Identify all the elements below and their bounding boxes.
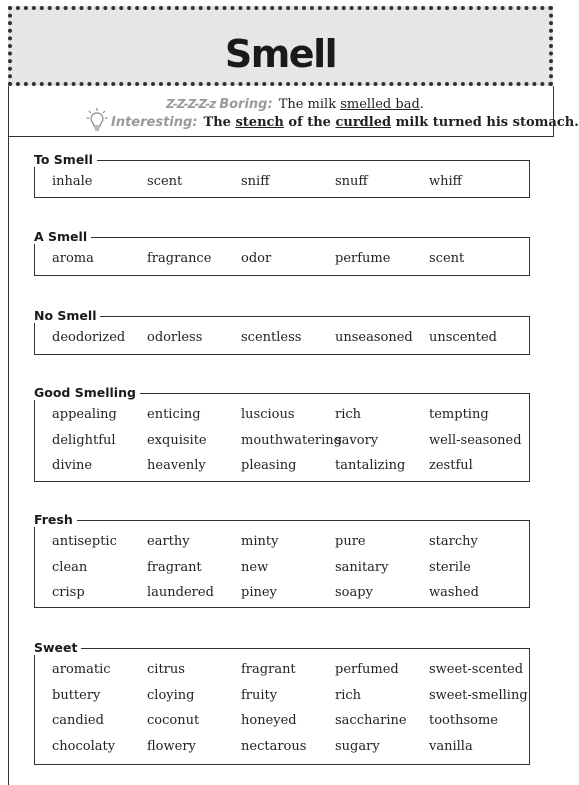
lightbulb-icon [86,107,108,133]
word: washed [429,585,479,600]
section-label-a-smell: A Smell [34,229,91,244]
boring-sentence: The milk smelled bad. [278,97,424,112]
word: sterile [429,559,471,575]
word: crisp [52,585,85,600]
word: vanilla [429,738,473,754]
section-top-rule [90,316,530,317]
title-banner [8,6,553,86]
word: mouthwatering [241,432,342,448]
word: unscented [429,330,498,345]
word: divine [52,458,93,473]
word: scentless [241,330,302,345]
word: heavenly [147,458,206,473]
word: sniff [241,174,270,189]
word: soapy [335,585,373,600]
word: flowery [147,738,196,754]
word: candied [52,713,104,728]
word: aromatic [52,662,111,677]
word: minty [241,534,279,549]
word: inhale [52,174,93,189]
word: saccharine [335,713,407,728]
word: clean [52,559,88,575]
word: antiseptic [52,534,117,549]
word: unseasoned [335,330,413,345]
word: pure [335,534,366,549]
word: luscious [241,407,295,422]
word: zestful [429,458,473,473]
word: coconut [147,713,200,728]
word: starchy [429,534,478,549]
word: snuff [335,174,368,189]
word: well-seasoned [429,432,522,448]
section-top-rule [88,160,530,161]
word: rich [335,687,362,703]
word: citrus [147,662,185,677]
word: scent [147,174,183,189]
word: sweet-scented [429,662,524,677]
word: sweet-smelling [429,687,528,703]
word: fruity [241,687,278,703]
interesting-example [111,115,579,130]
word: enticing [147,407,201,422]
word: nectarous [241,738,307,754]
page-title: Smell [224,32,337,76]
interesting-sentence: The stench of the curdled milk turned his stomach. [203,115,579,130]
section-top-rule [72,648,530,649]
interesting-label: Interesting: [111,115,198,130]
word: piney [241,585,277,600]
word: honeyed [241,713,297,728]
word: savory [335,432,379,448]
word: deodorized [52,330,126,345]
word: fragrant [241,662,296,677]
word: earthy [147,534,190,549]
section-label-no-smell: No Smell [34,308,100,323]
word: rich [335,407,362,422]
section-top-rule [83,237,530,238]
word: odor [241,251,272,266]
word: odorless [147,330,203,345]
section-label-good-smelling: Good Smelling [34,385,140,400]
word: fragrance [147,251,212,266]
boring-example [166,97,424,112]
word: delightful [52,432,116,448]
word: scent [429,251,465,266]
word: tantalizing [335,458,406,473]
section-top-rule [72,520,530,521]
word: new [241,559,269,575]
word: exquisite [147,432,207,448]
word: sugary [335,738,380,754]
word: perfumed [335,662,399,677]
word: aroma [52,251,94,266]
section-label-to-smell: To Smell [34,152,97,167]
zzz-label: Z-Z-Z-Z-z [166,97,216,111]
page-frame-left [8,86,9,785]
example-divider [8,136,554,137]
word: appealing [52,407,117,422]
word: cloying [147,687,195,703]
word: toothsome [429,713,498,728]
word: buttery [52,687,101,703]
word: fragrant [147,559,202,575]
section-label-fresh: Fresh [34,512,77,527]
boring-label: Boring: [219,97,273,112]
word: tempting [429,407,489,422]
section-label-sweet: Sweet [34,640,81,655]
word: pleasing [241,458,297,473]
word: laundered [147,585,214,600]
section-top-rule [126,393,530,394]
word: sanitary [335,559,389,575]
word: chocolaty [52,738,116,754]
word: whiff [429,174,462,189]
word: perfume [335,251,391,266]
